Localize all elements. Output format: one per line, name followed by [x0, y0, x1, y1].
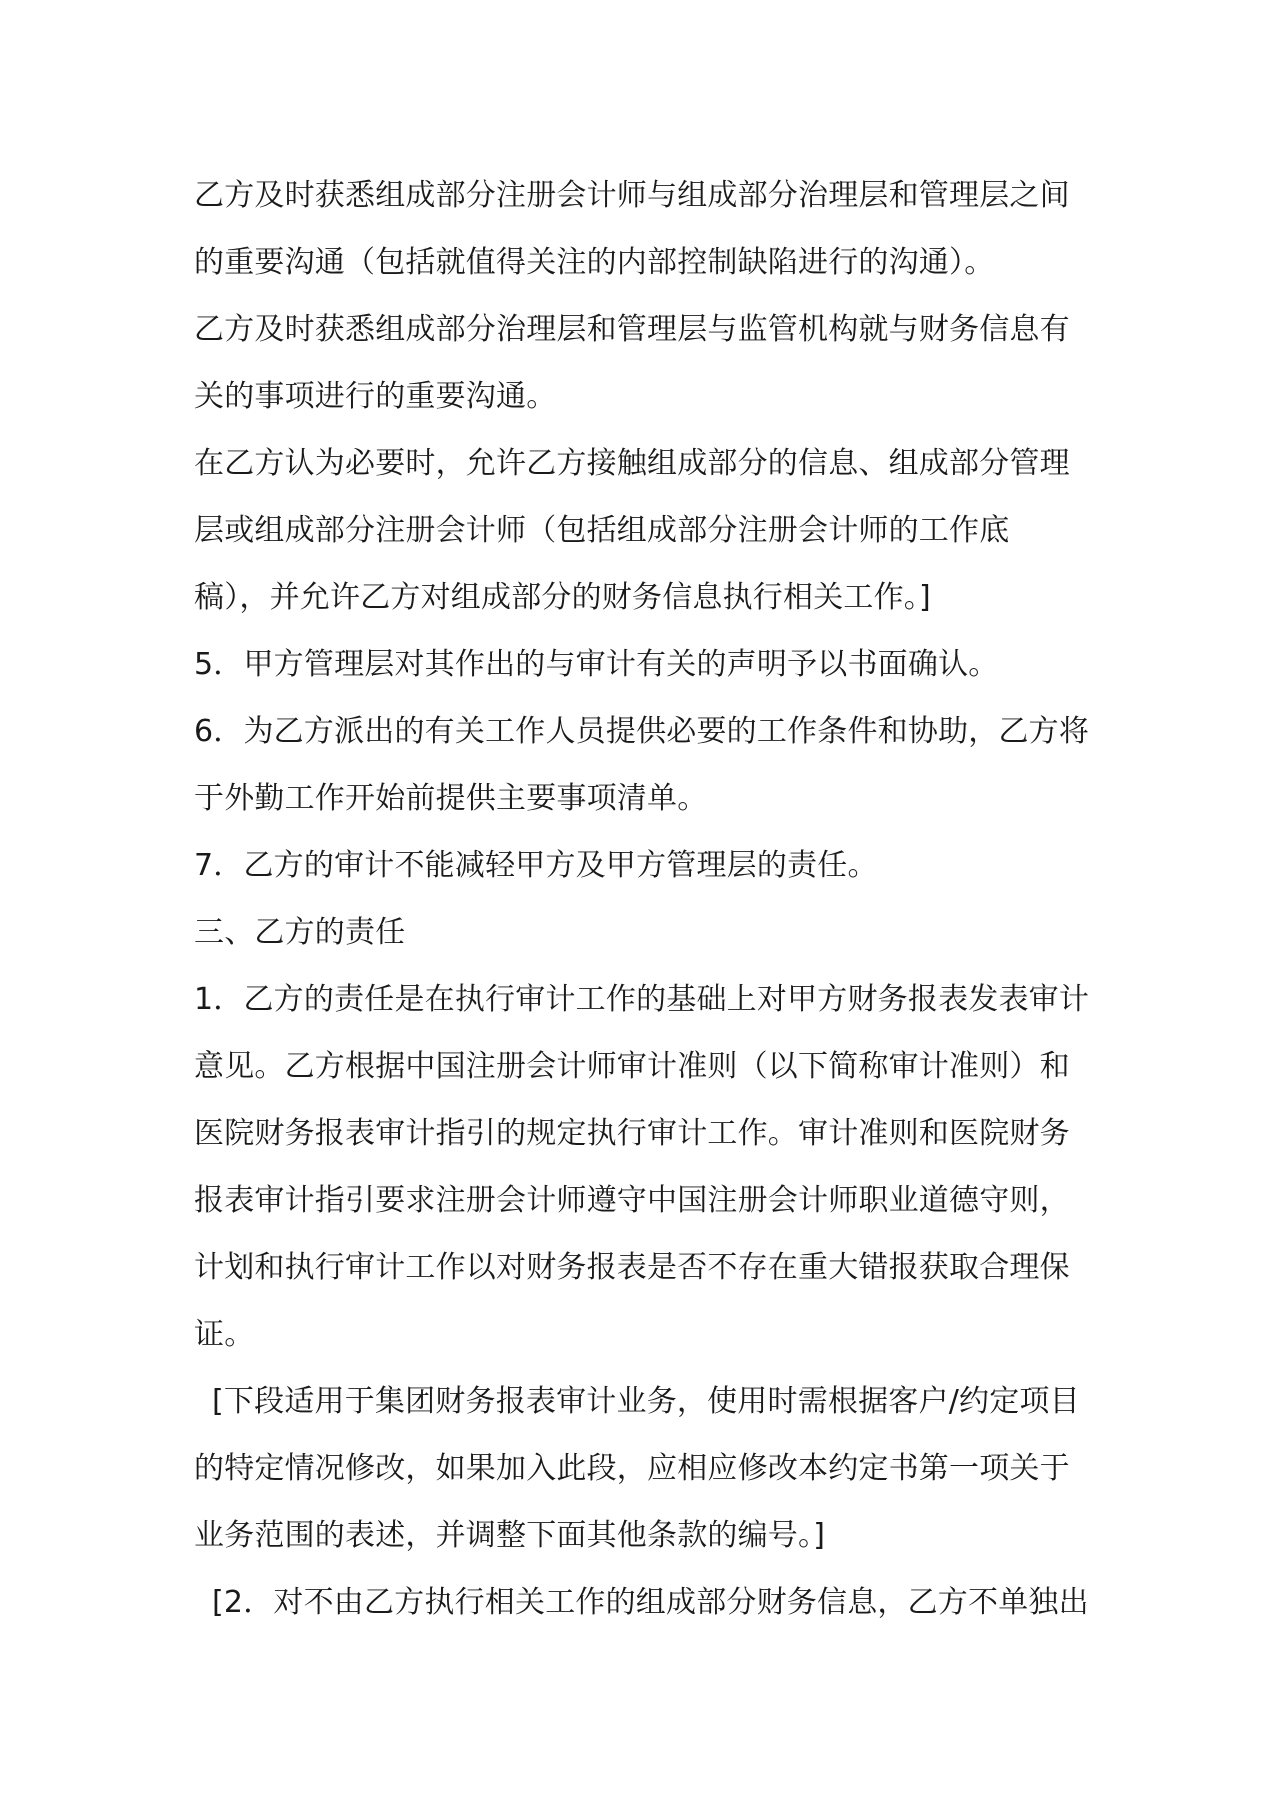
text-line: 层或组成部分注册会计师（包括组成部分注册会计师的工作底 [194, 513, 1010, 548]
text-line: 业务范围的表述，并调整下面其他条款的编号。] [194, 1518, 826, 1553]
text-line: 的特定情况修改，如果加入此段，应相应修改本约定书第一项关于 [194, 1451, 1070, 1486]
numbered-item: 6．为乙方派出的有关工作人员提供必要的工作条件和协助，乙方将 [194, 714, 1090, 749]
text-line: 意见。乙方根据中国注册会计师审计准则（以下简称审计准则）和 [194, 1049, 1070, 1084]
numbered-item: 5．甲方管理层对其作出的与审计有关的声明予以书面确认。 [194, 647, 999, 682]
text-line: 在乙方认为必要时，允许乙方接触组成部分的信息、组成部分管理 [194, 446, 1070, 481]
text-line: 乙方及时获悉组成部分注册会计师与组成部分治理层和管理层之间 [194, 178, 1070, 213]
text-line: 的重要沟通（包括就值得关注的内部控制缺陷进行的沟通）。 [194, 245, 995, 280]
numbered-item: 7．乙方的审计不能减轻甲方及甲方管理层的责任。 [194, 848, 878, 883]
bracket-note: [下段适用于集团财务报表审计业务，使用时需根据客户/约定项目 [212, 1384, 1080, 1419]
section-heading: 三、乙方的责任 [194, 915, 406, 950]
text-line: 医院财务报表审计指引的规定执行审计工作。审计准则和医院财务 [194, 1116, 1070, 1151]
numbered-item: 1．乙方的责任是在执行审计工作的基础上对甲方财务报表发表审计 [194, 982, 1090, 1017]
text-line: 乙方及时获悉组成部分治理层和管理层与监管机构就与财务信息有 [194, 312, 1070, 347]
text-line: 报表审计指引要求注册会计师遵守中国注册会计师职业道德守则， [194, 1183, 1070, 1218]
text-line: 关的事项进行的重要沟通。 [194, 379, 557, 414]
bracket-note: [2．对不由乙方执行相关工作的组成部分财务信息，乙方不单独出 [212, 1585, 1089, 1620]
text-line: 稿），并允许乙方对组成部分的财务信息执行相关工作。] [194, 580, 931, 615]
text-line: 于外勤工作开始前提供主要事项清单。 [194, 781, 708, 816]
text-line: 证。 [194, 1317, 255, 1352]
text-line: 计划和执行审计工作以对财务报表是否不存在重大错报获取合理保 [194, 1250, 1070, 1285]
